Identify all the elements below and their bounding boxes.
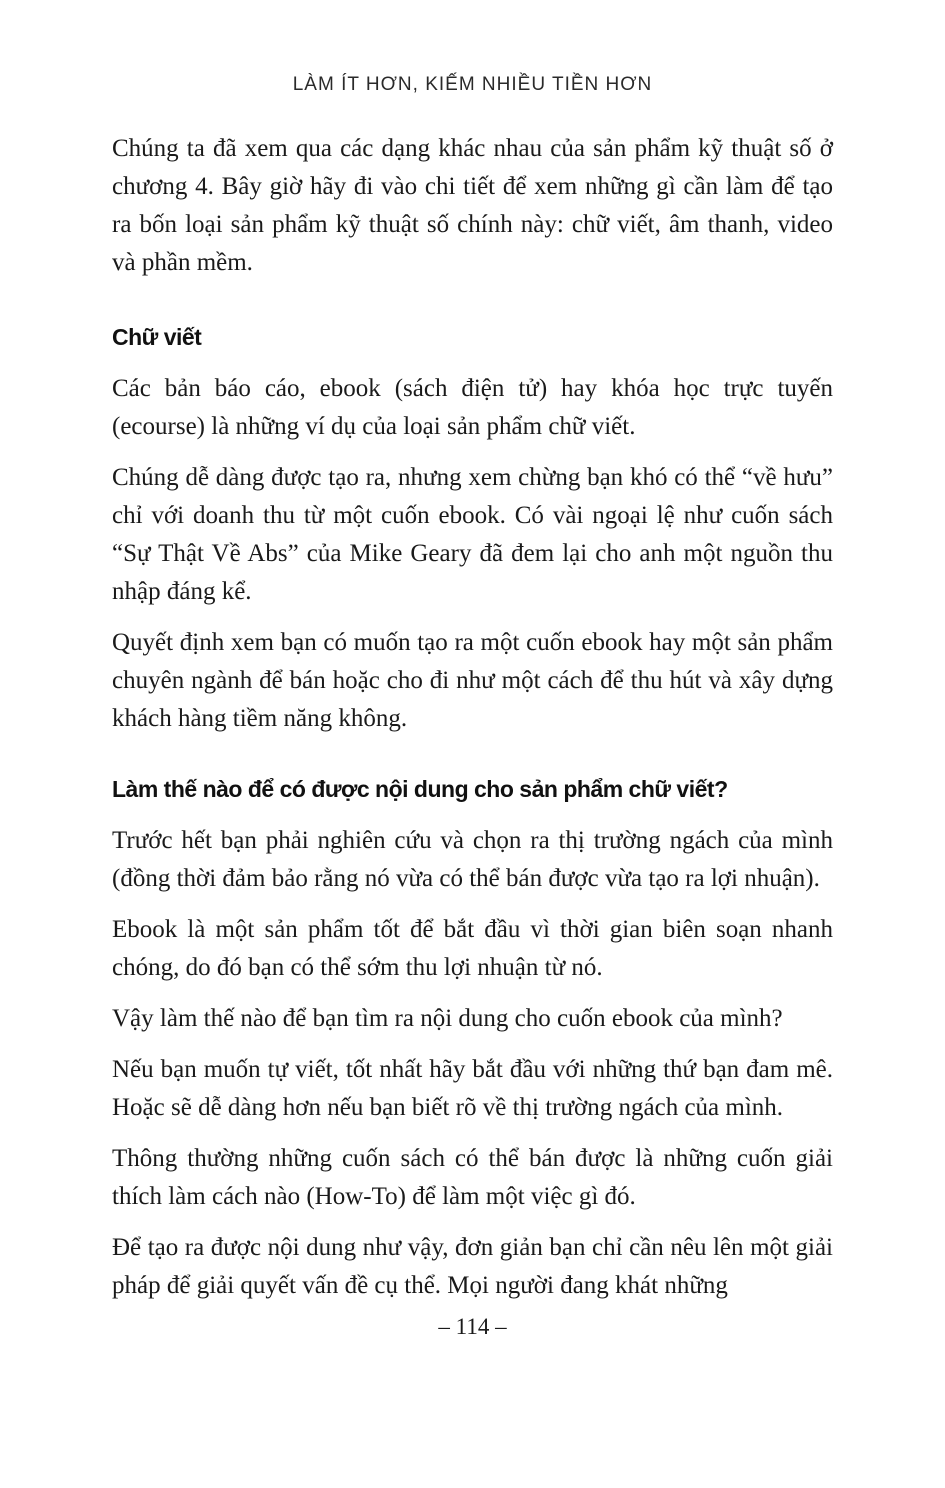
running-header: LÀM ÍT HƠN, KIẾM NHIỀU TIỀN HƠN	[292, 74, 653, 95]
paragraph: Vậy làm thế nào để bạn tìm ra nội dung cho cuốn ebook của mình?	[112, 1005, 783, 1032]
paragraph: Trước hết bạn phải nghiên cứu và chọn ra thị trường ngách của mình (đồng thời đảm bảo rằng nó vừa có thể bán được vừa tạo ra lợi nhuận).	[112, 827, 833, 892]
paragraph: Chúng dễ dàng được tạo ra, nhưng xem chừng bạn khó có thể “về hưu” chỉ với doanh thu từ một cuốn ebook. Có vài ngoại lệ như cuốn sách “Sự Thật Về Abs” của Mike Geary đã đem lại cho anh một nguồn thu nhập đáng kể.	[112, 464, 833, 605]
section-heading-chu-viet: Chữ viết	[112, 324, 202, 350]
intro-paragraph: Chúng ta đã xem qua các dạng khác nhau của sản phẩm kỹ thuật số ở chương 4. Bây giờ hãy đi vào chi tiết để xem những gì cần làm để tạo ra bốn loại sản phẩm kỹ thuật số chính này: chữ viết, âm thanh, video và phần mềm.	[112, 135, 833, 276]
paragraph: Nếu bạn muốn tự viết, tốt nhất hãy bắt đầu với những thứ bạn đam mê. Hoặc sẽ dễ dàng hơn nếu bạn biết rõ về thị trường ngách của mình.	[112, 1056, 833, 1121]
page-content	[112, 130, 833, 1305]
paragraph: Ebook là một sản phẩm tốt để bắt đầu vì thời gian biên soạn nhanh chóng, do đó bạn có thể sớm thu lợi nhuận từ nó.	[112, 916, 833, 981]
section-heading-noi-dung: Làm thế nào để có được nội dung cho sản phẩm chữ viết?	[112, 776, 728, 802]
paragraph: Thông thường những cuốn sách có thể bán được là những cuốn giải thích làm cách nào (How-To) để làm một việc gì đó.	[112, 1145, 833, 1210]
page-number: – 114 –	[438, 1314, 507, 1339]
paragraph: Quyết định xem bạn có muốn tạo ra một cuốn ebook hay một sản phẩm chuyên ngành để bán hoặc cho đi như một cách để thu hút và xây dựng khách hàng tiềm năng không.	[112, 629, 833, 732]
paragraph: Các bản báo cáo, ebook (sách điện tử) hay khóa học trực tuyến (ecourse) là những ví dụ của loại sản phẩm chữ viết.	[112, 375, 833, 440]
paragraph: Để tạo ra được nội dung như vậy, đơn giản bạn chỉ cần nêu lên một giải pháp để giải quyết vấn đề cụ thể. Mọi người đang khát những	[112, 1234, 833, 1299]
